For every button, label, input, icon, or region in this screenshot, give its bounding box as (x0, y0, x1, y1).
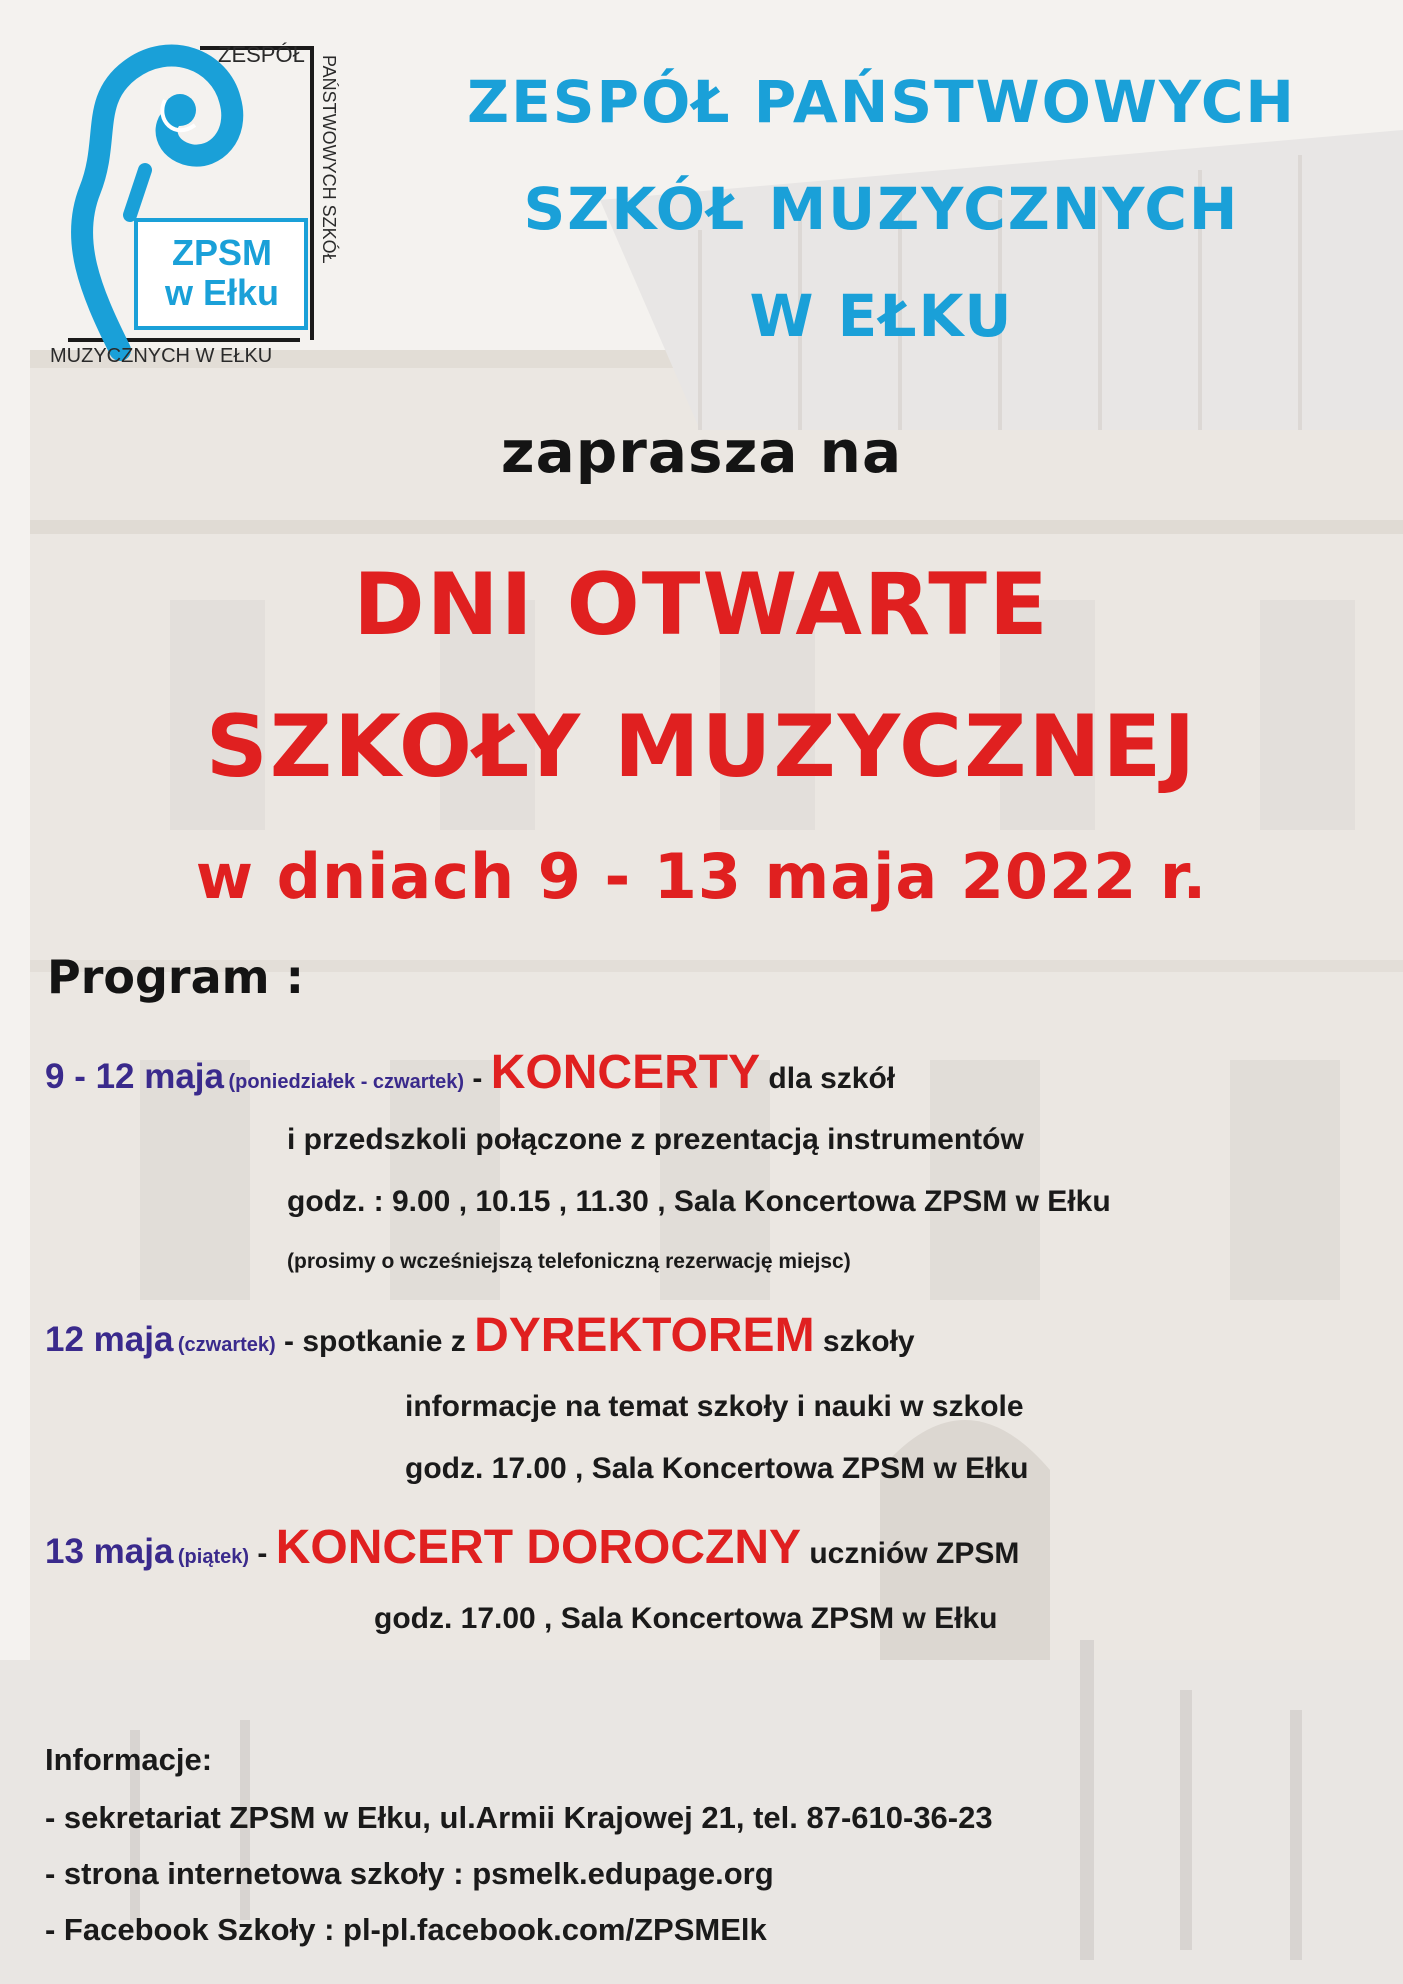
program-item-sep: - (249, 1537, 276, 1570)
program-item-after: uczniów ZPSM (801, 1537, 1020, 1570)
program-item-date: 12 maja (45, 1320, 174, 1359)
event-title-line1: DNI OTWARTE (353, 555, 1050, 655)
program-item-highlight: KONCERTY (490, 1046, 761, 1099)
program-item-day: (poniedziałek - czwartek) (228, 1071, 465, 1093)
event-dates: w dniach 9 - 13 maja 2022 r. (195, 840, 1208, 913)
program-item-highlight: DYREKTOREM (474, 1309, 815, 1362)
program-item-highlight: KONCERT DOROCZNY (275, 1521, 802, 1574)
logo-badge (142, 233, 302, 313)
program-item-date: 9 - 12 maja (45, 1057, 224, 1096)
program-item-2-line2: godz. 17.00 , Sala Koncertowa ZPSM w Ełku (405, 1452, 1029, 1485)
event-title-line2: SZKOŁY MUZYCZNEJ (205, 697, 1198, 797)
school-name-line2: SZKÓŁ MUZYCZNYCH (523, 175, 1240, 243)
invite-text: zaprasza na (500, 418, 903, 486)
info-heading: Informacje: (45, 1742, 213, 1777)
program-item-after: szkoły (814, 1325, 915, 1358)
program-item-sep: - spotkanie z (275, 1325, 475, 1358)
logo-text-bottom: MUZYCZNYCH W EŁKU (50, 345, 273, 367)
logo-text-side: PAŃSTWOWYCH SZKÓŁ (319, 55, 339, 264)
school-name-line3: W EŁKU (749, 282, 1014, 350)
program-item-after: dla szkół (760, 1062, 896, 1095)
program-item-1-line1: i przedszkoli połączone z prezentacją instrumentów (287, 1123, 1024, 1156)
school-logo (50, 40, 360, 370)
program-item-2-line1: informacje na temat szkoły i nauki w szkole (405, 1390, 1024, 1423)
violin-scroll-icon (50, 40, 360, 370)
logo-text-top: ZESPÓŁ (218, 42, 305, 67)
program-item-1-line2: godz. : 9.00 , 10.15 , 11.30 , Sala Koncertowa ZPSM w Ełku (287, 1185, 1111, 1218)
school-name-line1: ZESPÓŁ PAŃSTWOWYCH (467, 68, 1296, 136)
info-line-facebook: - Facebook Szkoły : pl-pl.facebook.com/ZPSMElk (45, 1912, 767, 1947)
program-item-3 (45, 1520, 1019, 1575)
program-item-day: (czwartek) (177, 1334, 276, 1356)
program-item-date: 13 maja (45, 1532, 174, 1571)
program-item-3-line1: godz. 17.00 , Sala Koncertowa ZPSM w Ełku (374, 1602, 998, 1635)
program-heading: Program : (47, 950, 304, 1004)
program-item-1-note: (prosimy o wcześniejszą telefoniczną rezerwację miejsc) (287, 1250, 851, 1273)
program-item-1 (45, 1045, 895, 1100)
logo-badge-line1: ZPSM (171, 232, 272, 273)
program-item-day: (piątek) (177, 1546, 250, 1568)
program-item-2 (45, 1308, 915, 1363)
info-line-website: - strona internetowa szkoły : psmelk.edupage.org (45, 1856, 774, 1891)
info-line-address: - sekretariat ZPSM w Ełku, ul.Armii Krajowej 21, tel. 87-610-36-23 (45, 1800, 993, 1835)
logo-badge-line2: w Ełku (164, 272, 280, 313)
program-item-sep: - (464, 1062, 491, 1095)
